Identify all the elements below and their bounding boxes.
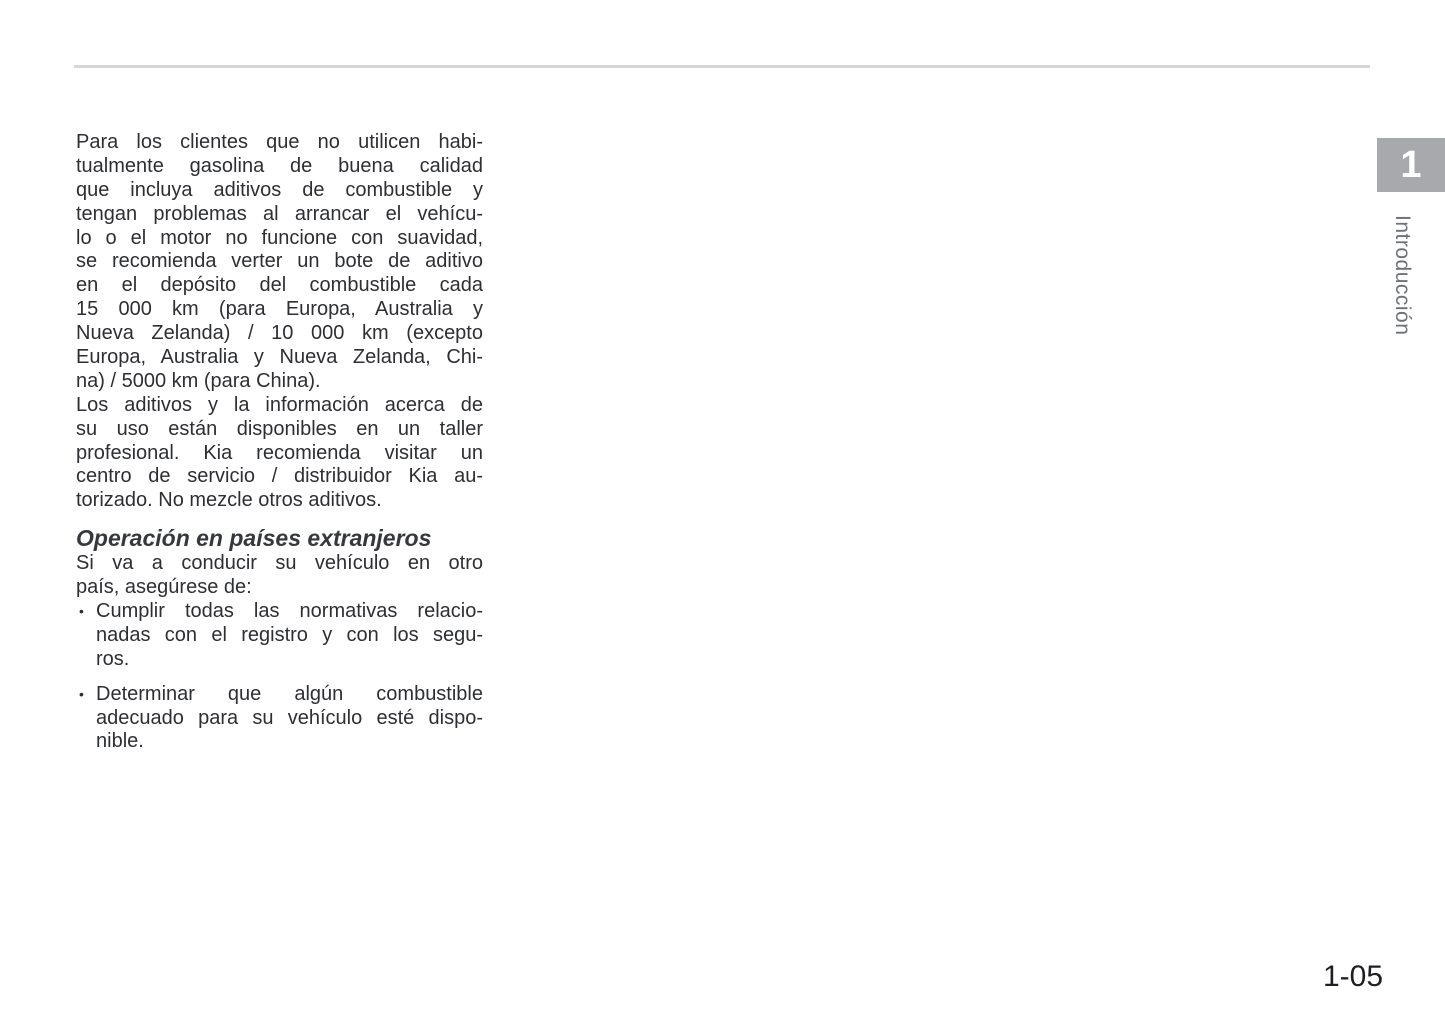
text-line: centro de servicio / distribuidor Kia au- bbox=[76, 465, 483, 488]
text-line: tualmente gasolina de buena calidad bbox=[76, 154, 483, 177]
text-line: nible. bbox=[96, 730, 144, 753]
header-rule bbox=[74, 65, 1370, 68]
text-line: Para los clientes que no utilicen habi- bbox=[76, 131, 483, 153]
bullet-icon: • bbox=[79, 685, 84, 702]
bullet-item bbox=[76, 683, 483, 755]
text-line: Si va a conducir su vehículo en otro bbox=[76, 552, 483, 575]
text-line: Los aditivos y la información acerca de bbox=[76, 393, 483, 416]
bullet-text bbox=[96, 683, 483, 755]
text-line: profesional. Kia recomienda visitar un bbox=[76, 441, 483, 464]
paragraph bbox=[76, 394, 483, 513]
text-line: tengan problemas al arrancar el vehícu- bbox=[76, 202, 483, 225]
text-line: Europa, Australia y Nueva Zelanda, Chi- bbox=[76, 346, 483, 369]
bullet-item bbox=[76, 600, 483, 672]
text-line: lo o el motor no funcione con suavidad, bbox=[76, 226, 483, 249]
text-line: Cumplir todas las normativas relacio- bbox=[96, 600, 483, 623]
bullet-icon: • bbox=[79, 603, 84, 620]
text-line: ros. bbox=[96, 647, 130, 670]
text-line: su uso están disponibles en un taller bbox=[76, 417, 483, 440]
section-heading: Operación en países extranjeros bbox=[76, 525, 432, 552]
text-line: nadas con el registro y con los segu- bbox=[96, 623, 483, 646]
page-number: 1-05 bbox=[1322, 960, 1383, 993]
main-text-column bbox=[76, 131, 483, 754]
text-line: torizado. No mezcle otros aditivos. bbox=[76, 489, 382, 512]
bullet-text bbox=[96, 600, 483, 672]
text-line: Nueva Zelanda) / 10 000 km (excepto bbox=[76, 322, 483, 345]
text-line: en el depósito del combustible cada bbox=[76, 274, 483, 297]
chapter-tab-number: 1 bbox=[1400, 143, 1422, 186]
chapter-tab bbox=[1377, 138, 1445, 192]
chapter-title-vertical: Introducción bbox=[1391, 215, 1414, 336]
text-line: 15 000 km (para Europa, Australia y bbox=[76, 298, 483, 321]
text-line: na) / 5000 km (para China). bbox=[76, 369, 321, 392]
text-line: que incluya aditivos de combustible y bbox=[76, 178, 483, 201]
text-line: se recomienda verter un bote de aditivo bbox=[76, 250, 483, 273]
text-line: país, asegúrese de: bbox=[76, 576, 252, 599]
section-intro bbox=[76, 552, 483, 600]
paragraph bbox=[76, 131, 483, 394]
text-line: Determinar que algún combustible bbox=[96, 682, 483, 705]
text-line: adecuado para su vehículo esté dispo- bbox=[96, 706, 483, 729]
